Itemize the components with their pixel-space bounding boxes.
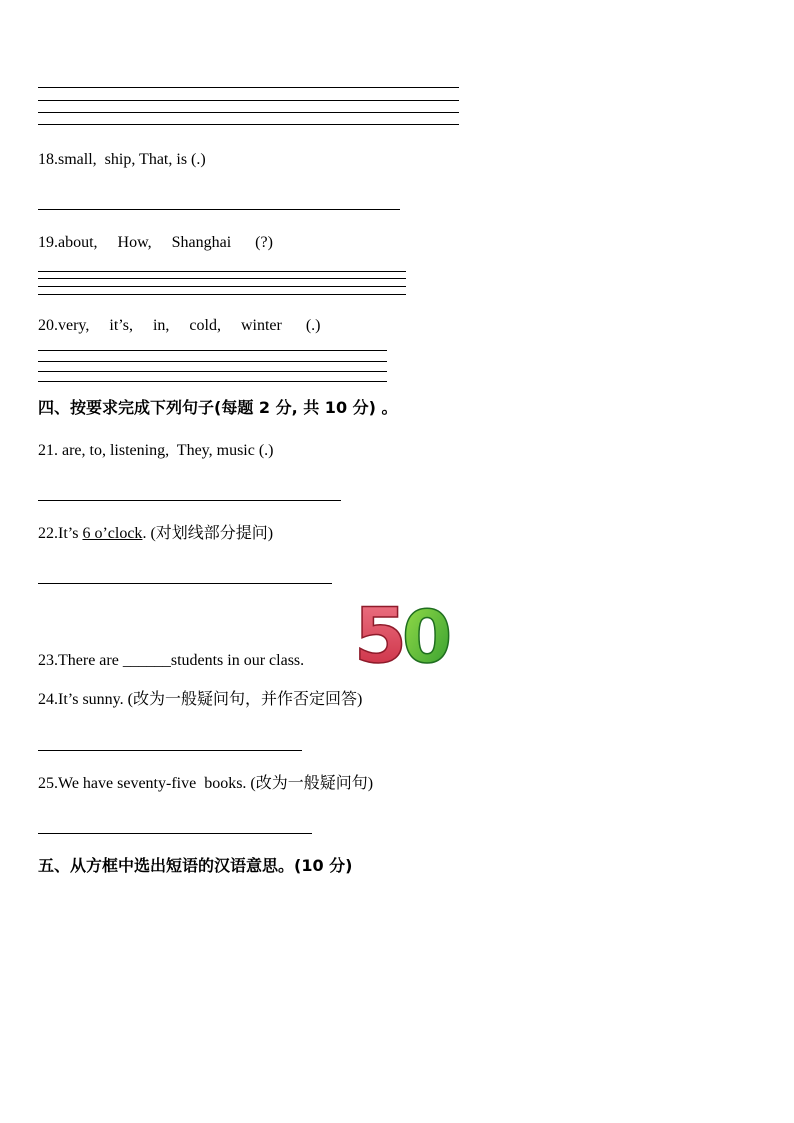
answer-line-21[interactable] xyxy=(38,500,341,501)
question-21: 21. are, to, listening, They, music (.) xyxy=(38,442,274,459)
question-22-suffix: . (对划线部分提问) xyxy=(142,525,274,542)
question-18: 18.small, ship, That, is (.) xyxy=(38,151,206,168)
section-5-heading: 五、从方框中选出短语的汉语意思。(10 分) xyxy=(38,856,353,875)
question-22-prefix: 22.It’s xyxy=(38,525,83,542)
question-22-underlined: 6 o’clock xyxy=(82,525,143,542)
answer-line-18[interactable] xyxy=(38,209,400,210)
answer-line-22[interactable] xyxy=(38,583,332,584)
question-19: 19.about, How, Shanghai (?) xyxy=(38,234,273,251)
question-25: 25.We have seventy-five books. (改为一般疑问句) xyxy=(38,775,374,792)
question-23: 23.There are ______students in our class. xyxy=(38,652,305,669)
question-24: 24.It’s sunny. (改为一般疑问句，并作否定回答) xyxy=(38,691,363,708)
digit-five: 5 xyxy=(354,598,407,670)
question-20: 20.very, it’s, in, cold, winter (.) xyxy=(38,317,321,334)
digit-zero: 0 xyxy=(402,598,453,670)
question-22 xyxy=(38,524,273,544)
answer-line-24[interactable] xyxy=(38,750,302,751)
answer-line-25[interactable] xyxy=(38,833,312,834)
section-4-heading: 四、按要求完成下列句子(每题 2 分, 共 10 分) 。 xyxy=(38,398,398,417)
number-50-image xyxy=(352,598,458,670)
